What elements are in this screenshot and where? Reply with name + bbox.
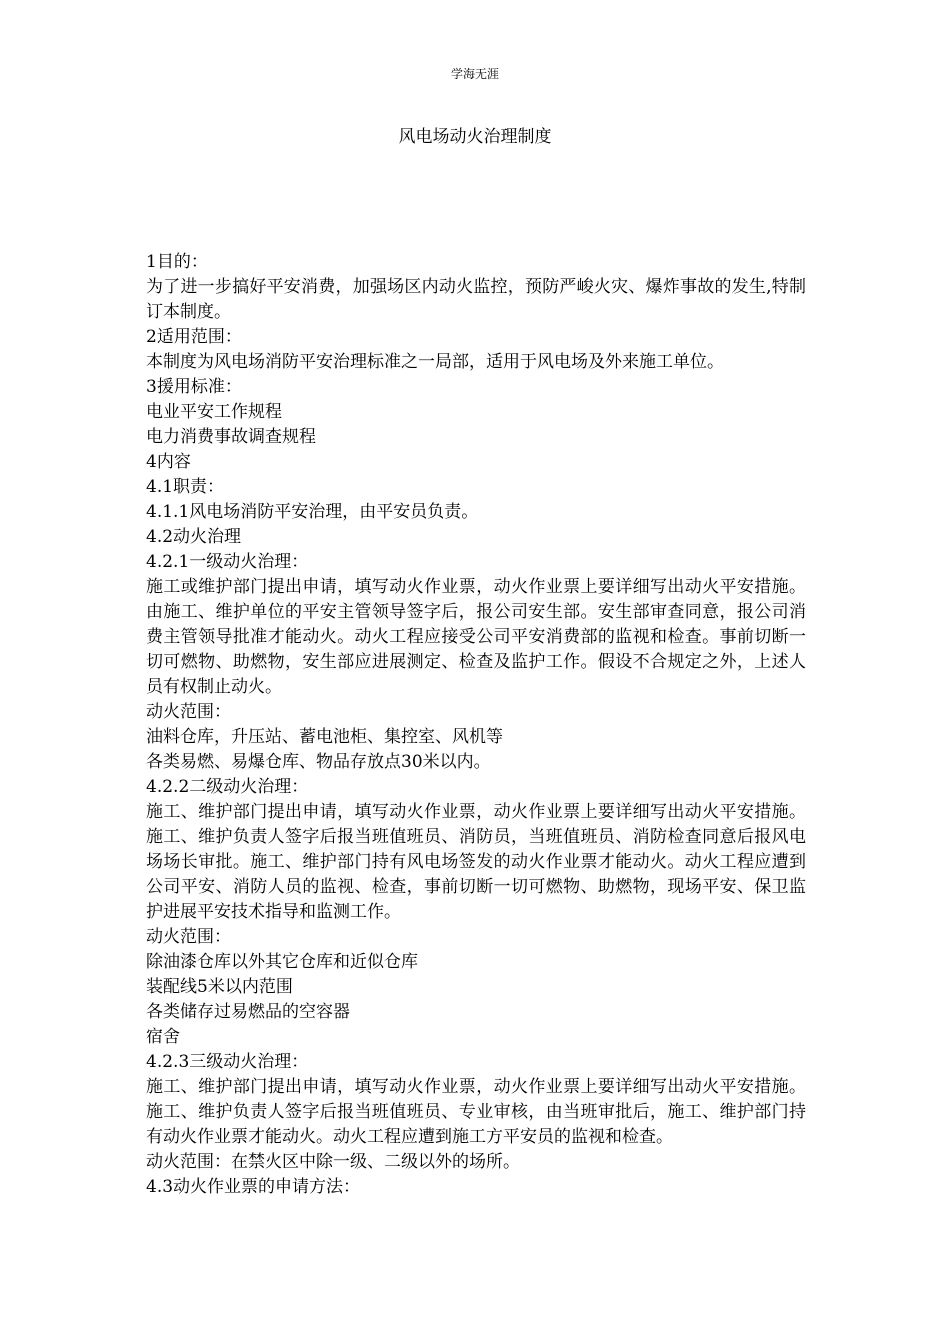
paragraph: 施工、维护部门提出申请，填写动火作业票，动火作业票上要详细写出动火平安措施。施工、维护负责人签字后报当班值班员、消防员，当班值班员、消防检查同意后报风电场场长审批。施工、维护部门持有风电场签发的动火作业票才能动火。动火工程应遭到公司平安、消防人员的监视、检查，事前切断一切可燃物、助燃物，现场平安、保卫监护进展平安技术指导和监测工作。 [146, 802, 806, 922]
paragraph: 施工、维护部门提出申请，填写动火作业票，动火作业票上要详细写出动火平安措施。施工、维护负责人签字后报当班值班员、专业审核，由当班审批后，施工、维护部门持有动火作业票才能动火。动火工程应遭到施工方平安员的监视和检查。 [146, 1077, 806, 1147]
paragraph: 4内容 [146, 452, 191, 472]
paragraph: 4.2.1一级动火治理： [146, 552, 309, 572]
paragraph: 为了进一步搞好平安消费，加强场区内动火监控，预防严峻火灾、爆炸事故的发生,特制订本制度。 [146, 277, 806, 322]
paragraph: 动火范围： [146, 702, 231, 722]
paragraph: 油料仓库，升压站、蓄电池柜、集控室、风机等 [146, 727, 503, 747]
paragraph: 动火范围： [146, 927, 231, 947]
paragraph: 本制度为风电场消防平安治理标准之一局部，适用于风电场及外来施工单位。 [146, 352, 724, 372]
paragraph: 4.2.2二级动火治理： [146, 777, 309, 797]
paragraph: 1目的： [146, 252, 208, 272]
paragraph: 2适用范围： [146, 327, 242, 347]
document-title: 风电场动火治理制度 [398, 127, 552, 147]
paragraph: 装配线5米以内范围 [146, 977, 293, 997]
paragraph: 宿舍 [146, 1027, 180, 1047]
page-header: 学海无涯 [450, 67, 499, 81]
paragraph: 4.1职责： [146, 477, 225, 497]
paragraph: 各类储存过易燃品的空容器 [146, 1002, 350, 1022]
paragraph: 4.2.3三级动火治理： [146, 1052, 309, 1072]
document-body [146, 250, 806, 1200]
paragraph: 施工或维护部门提出申请，填写动火作业票，动火作业票上要详细写出动火平安措施。由施工、维护单位的平安主管领导签字后，报公司安生部。安生部审查同意，报公司消费主管领导批准才能动火。动火工程应接受公司平安消费部的监视和检查。事前切断一切可燃物、助燃物，安生部应进展测定、检查及监护工作。假设不合规定之外，上述人员有权制止动火。 [146, 577, 806, 697]
paragraph: 电业平安工作规程 [146, 402, 282, 422]
paragraph: 4.3动火作业票的申请方法： [146, 1177, 361, 1197]
paragraph: 各类易燃、易爆仓库、物品存放点30米以内。 [146, 752, 491, 772]
paragraph: 动火范围：在禁火区中除一级、二级以外的场所。 [146, 1152, 520, 1172]
paragraph: 4.2动火治理 [146, 527, 242, 547]
paragraph: 电力消费事故调查规程 [146, 427, 316, 447]
paragraph: 4.1.1风电场消防平安治理，由平安员负责。 [146, 502, 479, 522]
paragraph: 除油漆仓库以外其它仓库和近似仓库 [146, 952, 418, 972]
paragraph: 3援用标准： [146, 377, 242, 397]
